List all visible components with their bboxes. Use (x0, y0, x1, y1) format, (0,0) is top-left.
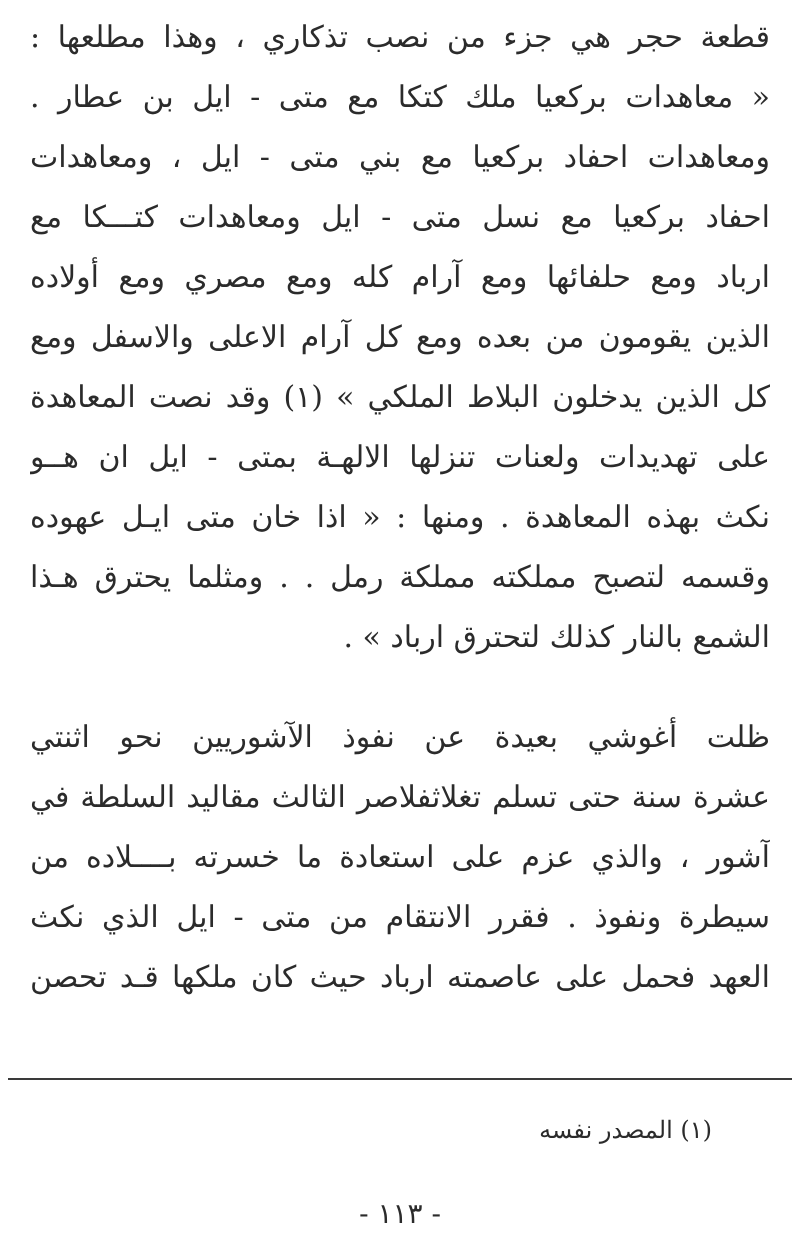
text-line: قطعة حجر هي جزء من نصب تذكاري ، وهذا مطلعها : (30, 20, 770, 55)
body-paragraph (30, 8, 770, 668)
text-line: « معاهدات بركعيا ملك كتكا مع متى - ايل بن عطار . (30, 80, 770, 115)
text-line: الشمع بالنار كذلك لتحترق ارباد » . (343, 620, 770, 655)
text-line: العهد فحمل على عاصمته ارباد حيث كان ملكها قـد تحصن (30, 960, 770, 995)
footnote: (١) المصدر نفسه (539, 1116, 712, 1144)
footnote-divider (8, 1078, 792, 1080)
text-line: عشرة سنة حتى تسلم تغلاثفلاصر الثالث مقاليد السلطة في (30, 780, 770, 815)
text-line: ظلت أغوشي بعيدة عن نفوذ الآشوريين نحو اثنتي (30, 720, 770, 755)
text-line: على تهديدات ولعنات تنزلها الالهـة بمتى - ايل ان هــو (30, 440, 770, 475)
text-line: الذين يقومون من بعده ومع كل آرام الاعلى والاسفل ومع (30, 320, 770, 355)
body-paragraph (30, 708, 770, 1008)
text-line: ومعاهدات احفاد بركعيا مع بني متى - ايل ، ومعاهدات (30, 140, 770, 175)
text-line: آشور ، والذي عزم على استعادة ما خسرته بــــلاده من (30, 840, 770, 875)
text-line: وقسمه لتصبح مملكته مملكة رمل . . ومثلما يحترق هـذا (30, 560, 770, 595)
text-line: كل الذين يدخلون البلاط الملكي » (١) وقد نصت المعاهدة (30, 380, 770, 415)
page-number: - ١١٣ - (359, 1197, 441, 1230)
text-line: احفاد بركعيا مع نسل متى - ايل ومعاهدات كتـــكا مع (30, 200, 770, 235)
text-line: نكث بهذه المعاهدة . ومنها : « اذا خان متى ايـل عهوده (30, 500, 770, 535)
text-line: سيطرة ونفوذ . فقرر الانتقام من متى - ايل الذي نكث (30, 900, 770, 935)
text-line: ارباد ومع حلفائها ومع آرام كله ومع مصري ومع أولاده (30, 260, 770, 295)
